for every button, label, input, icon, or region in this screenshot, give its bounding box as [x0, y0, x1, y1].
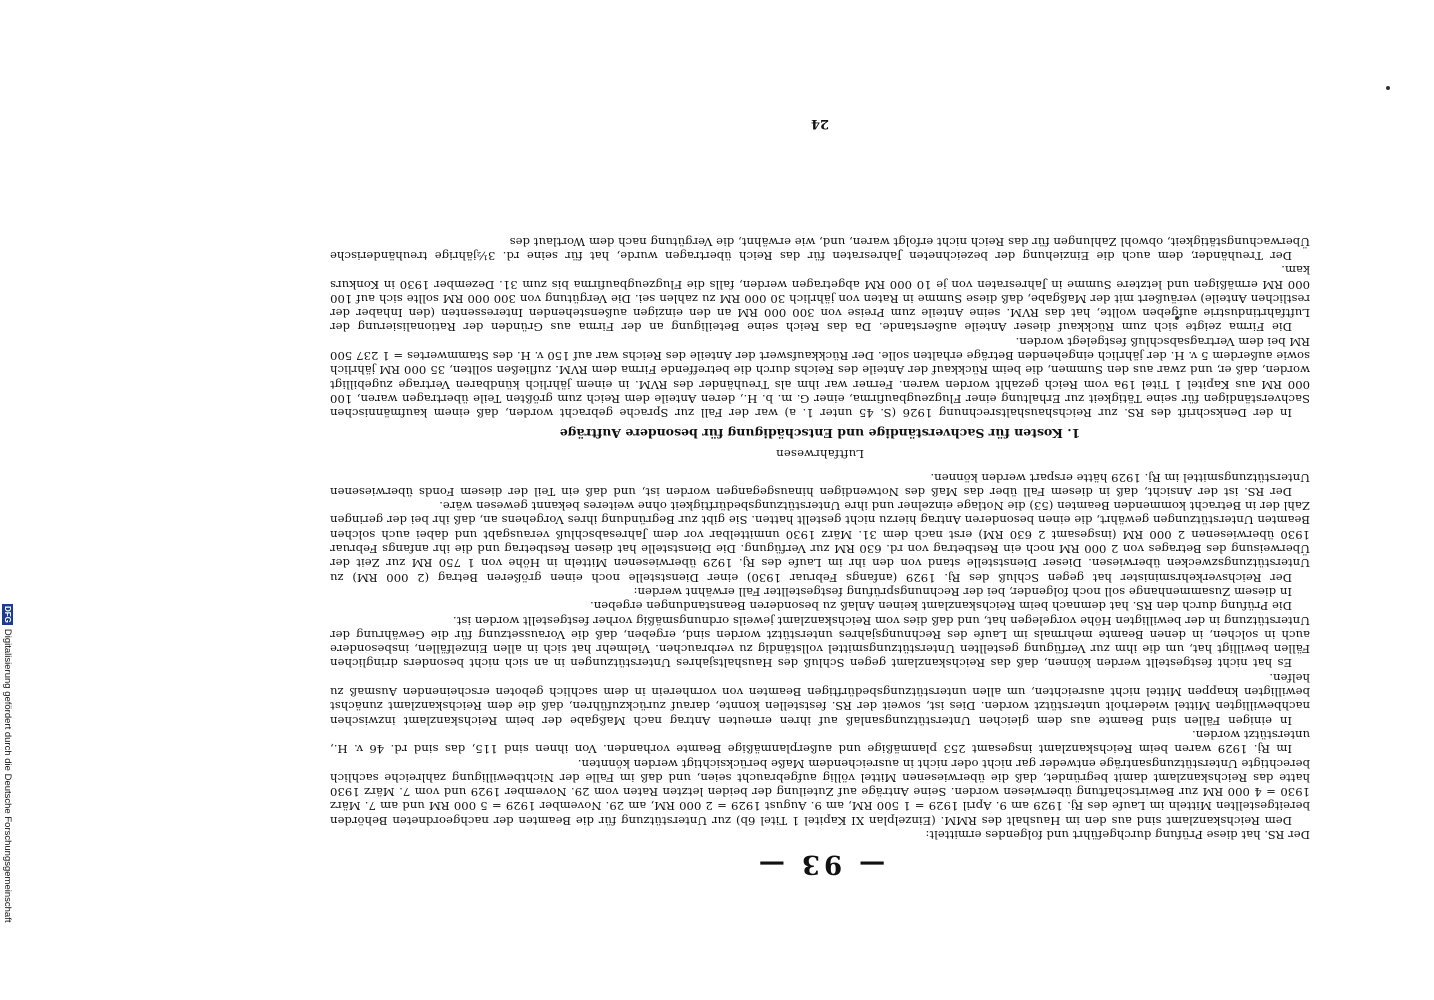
section-heading: Luftfahrwesen: [776, 447, 864, 462]
paragraph: Der Reichsverkehrsminister hat gegen Schluß des Rj. 1929 (anfangs Februar 1930) einer Dienststelle noch einen größeren Betrag (2 000 RM) zu Unterstützungszwecken überwiesen. Dieser Dienststelle stand von den ihr im Laufe des Rj. 1929 überwiesenen Mitteln in Höhe von 1 750 RM zur Zeit der Überweisung des Betrages von 2 000 RM noch ein Restbetrag von rd. 630 RM zur Verfügung. Die Dienststelle hat diesen Restbetrag und die ihr anfangs Februar 1930 überwiesenen 2 000 RM (insgesamt 2 630 RM) erst nach dem 31. März 1930 unmittelbar vor dem Jahresabschluß verausgabt und dabei auch solchen Beamten Unterstützungen gewährt, die einen besonderen Antrag hierzu nicht gestellt hatten. Sie gibt zur Begründung ihres Vorgehens an, daß ihr bei der geringen Zahl der in Betracht kommenden Beamten (53) die Notlage einzelner und ihre Unterstützungsbedürftigkeit ohne weiteres bekannt gewesen wäre.: [330, 499, 1310, 585]
paragraph: Dem Reichskanzlamt sind aus den im Haushalt des RMM. (Einzelplan XI Kapitel 1 Titel 6b) zur Unterstützung für die Beamten der nachgeordneten Behörden bereitgestellten Mitteln im Laufe des Rj. 1929 am 9. April 1929 = 1 500 RM, am 9. August 1929 = 2 000 RM, am 29. November 1929 = 5 000 RM und am 7. März 1930 = 4 000 RM zur Bewirtschaftung überwiesen worden. Seine Anträge auf Zuteilung der beiden letzten Raten vom 29. November 1929 und vom 7. März 1930 hatte das Reichskanzlamt damit begründet, daß die überwiesenen Mittel völlig aufgebraucht seien, und daß im Falle der Nichtbewilligung zahlreiche sachlich berechtigte Unterstützungsanträge entweder gar nicht oder nicht in ausreichendem Maße berücksichtigt werden könnten.: [330, 756, 1310, 828]
paragraph: Es hat nicht festgestellt werden können, daß das Reichskanzlamt gegen Schluß des Haushaltsjahres Unterstützungen in an sich nicht besonders dringlichen Fällen bewilligt hat, um die ihm zur Verfügung gestellten Unterstützungsmittel vollständig zu verbrauchen. Vielmehr hat sich in allen Einzelfällen, insbesondere auch in solchen, in denen Beamte mehrmals im Laufe des Rechnungsjahres unterstützt worden sind, ergeben, daß die Voraussetzung für die Gewährung der Unterstützung in der bewilligten Höhe vorgelegen hat, und daß dies vom Reichskanzlamt jeweils ordnungsmäßig vorher festgestellt worden ist.: [330, 613, 1310, 671]
paragraph: Im Rj. 1929 waren beim Reichskanzlamt insgesamt 253 planmäßige und außerplanmäßige Beamte vorhanden. Von ihnen sind 115, das sind rd. 46 v. H., unterstützt worden.: [330, 727, 1310, 757]
paragraph: In einigen Fällen sind Beamte aus dem gleichen Unterstützungsanlaß auf ihren erneuten Antrag nach Maßgabe der beim Reichskanzlamt inzwischen nachbewilligten Mittel wiederholt unterstützt worden. Dies ist, soweit der RS. feststellen konnte, darauf zurückzuführen, daß die dem Reichskanzlamt zunächst bewilligten knappen Mittel nicht ausreichten, um allen unterstützungsbedürftigen Beamten von vornherein in dem sachlich geboten erscheinenden Ausmaß zu helfen.: [330, 670, 1310, 728]
paragraph: Der RS. hat diese Prüfung durchgeführt und folgendes ermittelt:: [925, 828, 1310, 842]
subsection-heading: 1. Kosten für Sachverständige und Entschädigung für besondere Aufträge: [559, 426, 1081, 442]
page-footer-number: 24: [810, 116, 830, 131]
digitization-credit: [0, 604, 14, 1000]
page-number-header: — 93 —: [754, 849, 886, 879]
paragraph: Die Firma zeigte sich zum Rückkauf dieser Anteile außerstande. Da das Reich seine Beteiligung an der Firma aus Gründen der Rationalisierung der Luftfahrtindustrie aufgeben wollte, hat das RVM. seine Anteile zum Preise von 300 000 RM an den einzigen außenstehenden Interessenten (den Inhaber der restlichen Anteile) veräußert mit der Maßgabe, daß diese Summe in Raten von jährlich 30 000 RM zu zahlen sei. Die Vergütung von 300 000 RM sollte sich auf 100 000 RM ermäßigen und letztere Summe in Jahresraten von je 10 000 RM abgetragen werden, falls die Flugzeugbaufirma bis zum 31. Dezember 1930 in Konkurs kam.: [330, 263, 1310, 335]
paragraph: In der Denkschrift des RS. zur Reichshaushaltsrechnung 1926 (S. 45 unter 1. a) war der Fall zur Sprache gebracht worden, daß einem kaufmännischen Sachverständigen für seine Tätigkeit zur Erhaltung einer Flugzeugbaufirma, einer G. m. b. H., deren Anteile dem Reich zum größten Teile übertragen waren, 100 000 RM aus Kapitel 1 Titel 19a vom Reich gezahlt worden waren. Ferner war ihm als Treuhänder des RVM. in einem jährlich kündbaren Vertrage zugebilligt worden, daß er, und zwar aus den Summen, die beim Rückkauf der Anteile des Reichs durch die betreffende Firma dem RVM. zufließen sollten, 35 000 RM jährlich sowie außerdem 5 v. H. der jährlich eingehenden Beträge erhalten solle. Der Rückkaufswert der Anteile des Reichs war auf 150 v. H. des Stammwertes = 1 237 500 RM bei dem Vertragsabschluß festgelegt worden.: [330, 334, 1310, 421]
paragraph: Der Treuhänder, dem auch die Einziehung der bezeichneten Jahresraten für das Reich übertragen wurde, hat für seine rd. 3½jährige treuhänderische Überwachungstätigkeit, obwohl Zahlungen für das Reich nicht erfolgt waren, und, wie erwähnt, die Vergütung nach dem Wortlaut des: [330, 234, 1310, 264]
paragraph: Der RS. ist der Ansicht, daß in diesem Fall über das Maß des Notwendigen hinausgegangen worden ist, und daß ein Teil der diesem Fonds überwiesenen Unterstützungsmittel im Rj. 1929 hätte erspart werden können.: [330, 470, 1310, 499]
document-page: [330, 116, 1310, 880]
credit-text: Digitalisierung gefördert durch die Deutsche Forschungsgemeinschaft: [2, 628, 13, 923]
paragraph: In diesem Zusammenhange soll noch folgender, bei der Rechnungsprüfung festgestellter Fall erwähnt werden:: [633, 584, 1292, 599]
scan-speck: [1386, 86, 1390, 90]
dfg-logo: DFG: [3, 606, 13, 623]
paragraph: Die Prüfung durch den RS. hat demnach beim Reichskanzlamt keinen Anlaß zu besonderen Beanstandungen ergeben.: [589, 599, 1292, 614]
